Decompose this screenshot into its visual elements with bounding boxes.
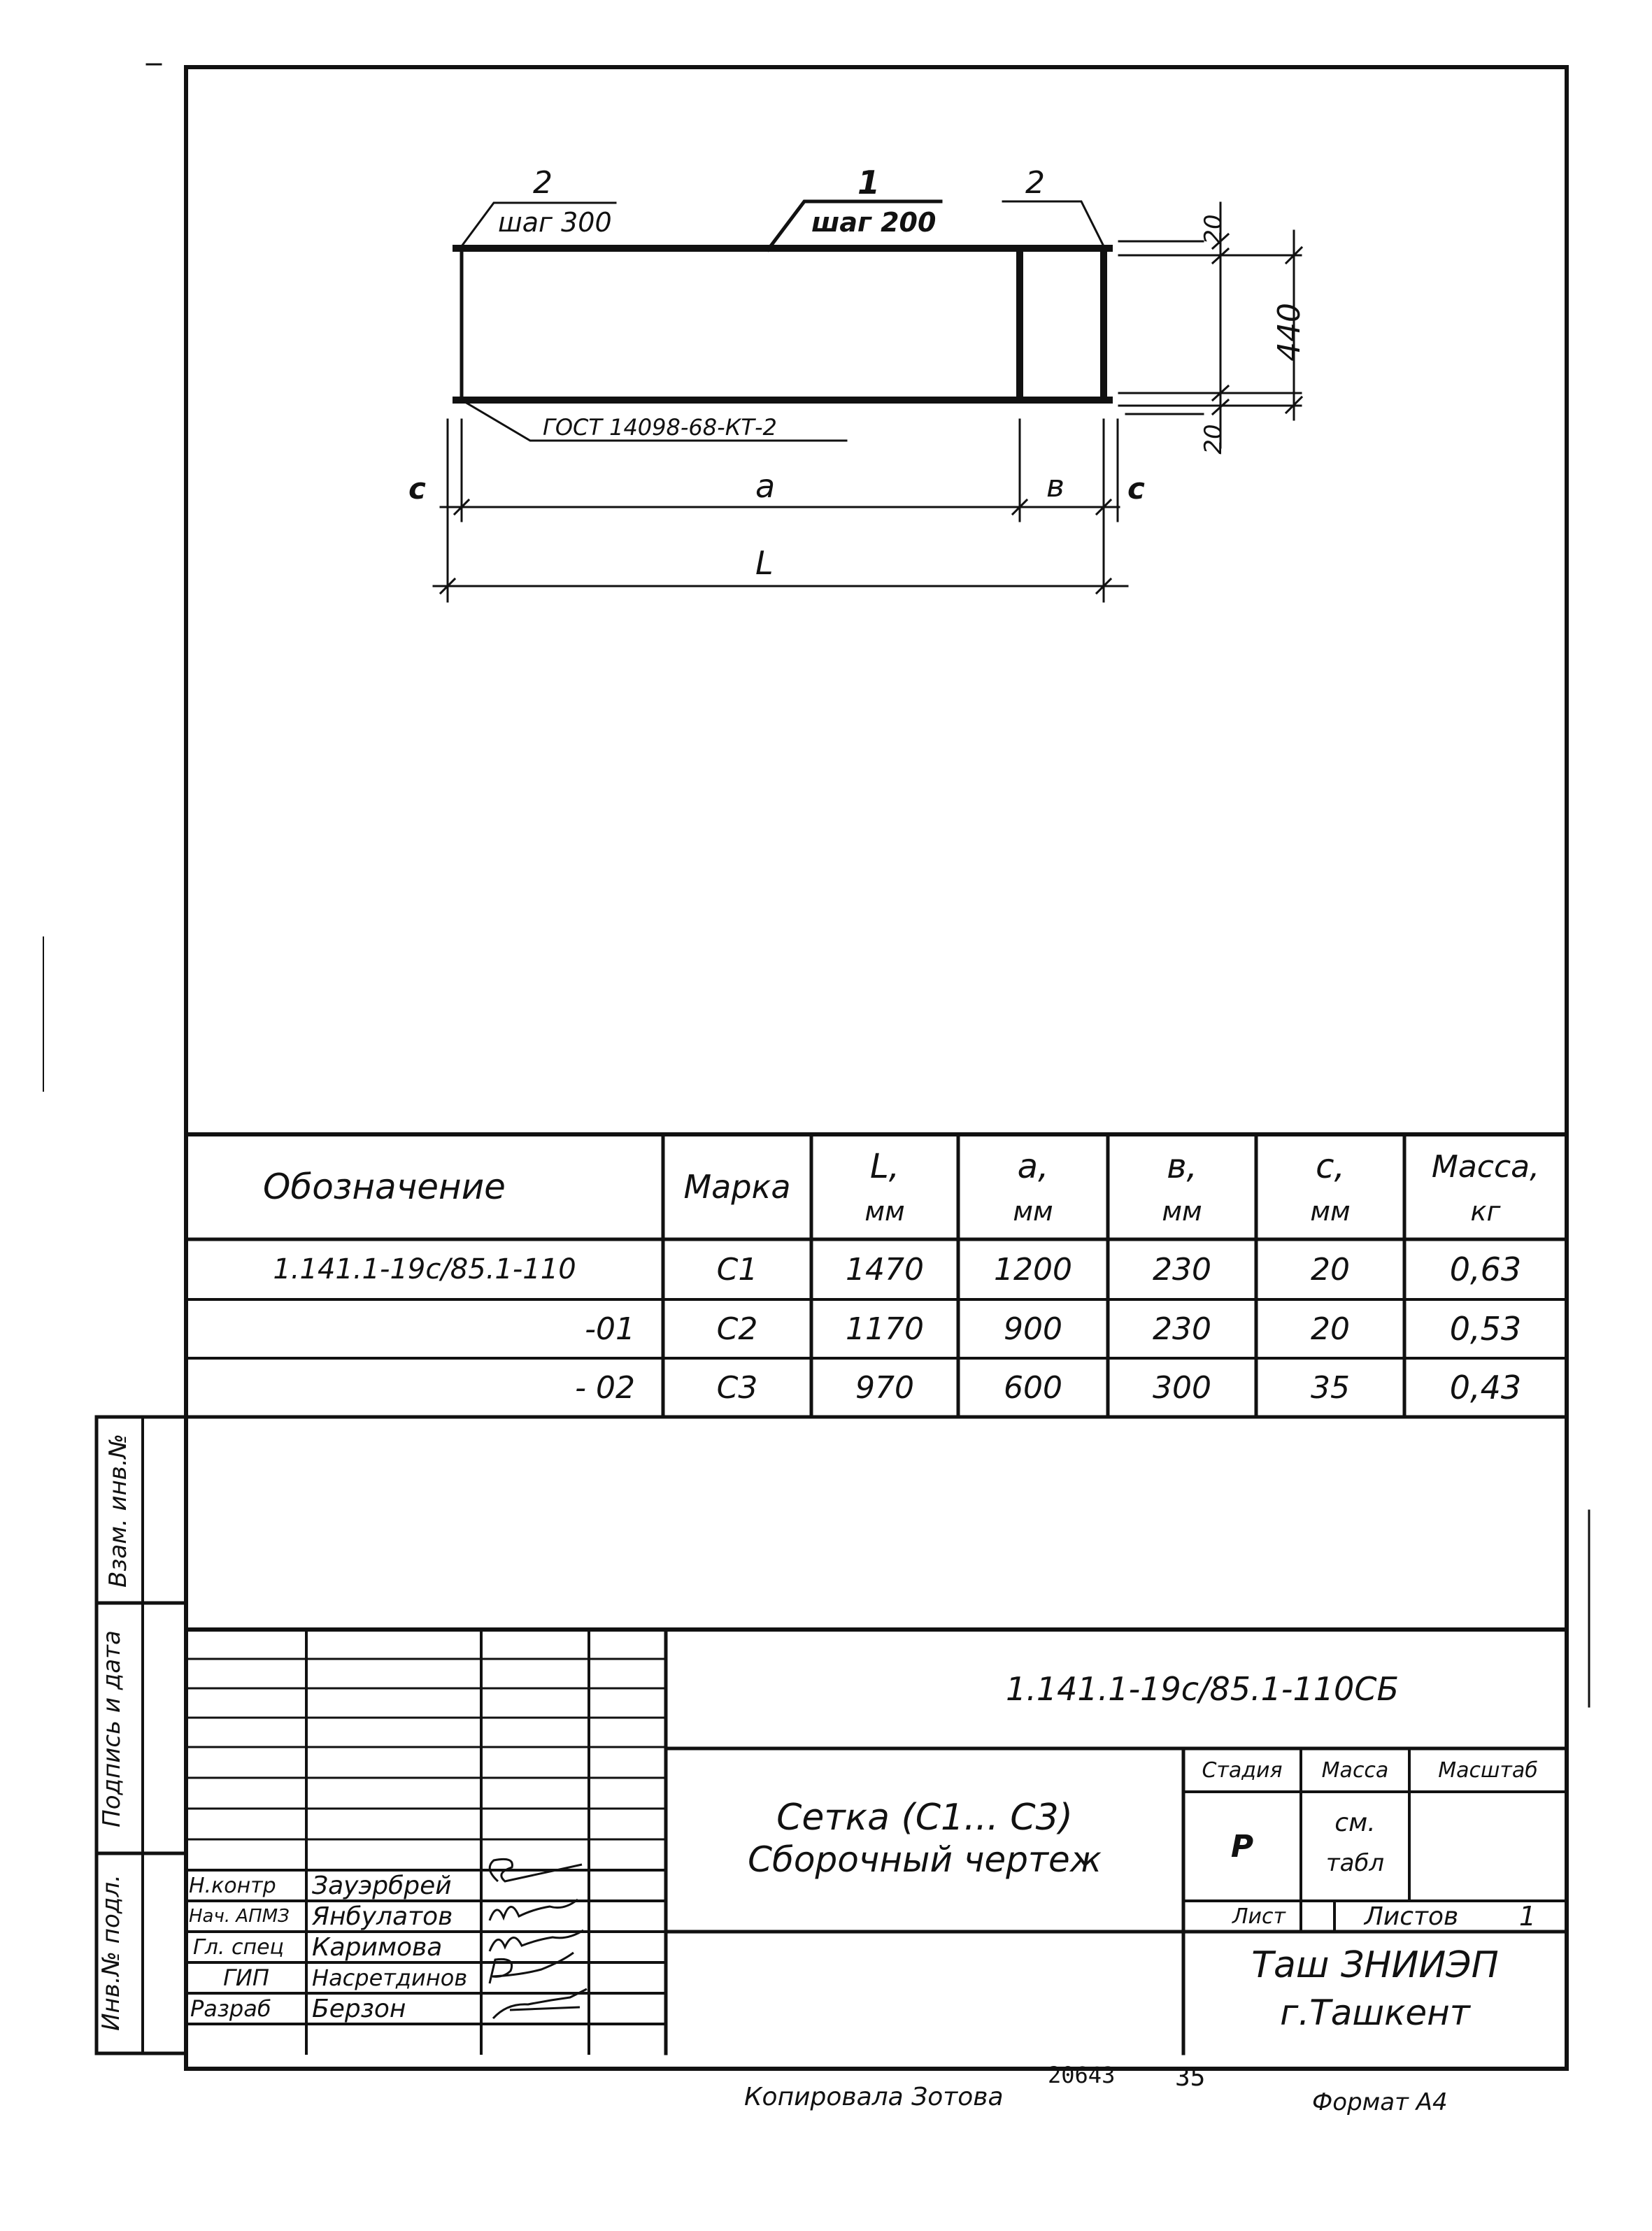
mass-value-2: табл <box>1325 1849 1385 1877</box>
position-label-2-left: 2 <box>533 165 553 201</box>
row-1-a: 1200 <box>994 1251 1072 1288</box>
position-label-1: 1 <box>857 164 881 201</box>
header-c-unit: мм <box>1310 1196 1351 1227</box>
dim-L: L <box>755 544 774 582</box>
header-a: a, <box>1017 1147 1049 1186</box>
header-L: L, <box>870 1147 899 1186</box>
row-2-L: 1170 <box>846 1311 924 1347</box>
side-inv-exchange: Взам. инв.№ <box>104 1433 132 1588</box>
step-label-mid: шаг 200 <box>811 207 937 238</box>
person-5-name: Берзон <box>312 1994 406 2023</box>
row-3-mass: 0,43 <box>1449 1369 1522 1406</box>
row-3-designation: - 02 <box>575 1369 635 1406</box>
dim-c-right: c <box>1127 471 1145 506</box>
doc-code: 1.141.1-19с/85.1-110СБ <box>1006 1670 1399 1708</box>
header-b-unit: мм <box>1162 1196 1202 1227</box>
stage-value: Р <box>1230 1828 1254 1865</box>
header-designation: Обозначение <box>263 1167 506 1207</box>
org-line-1: Таш ЗНИИЭП <box>1251 1944 1499 1986</box>
title-line-2: Сборочный чертеж <box>748 1839 1102 1880</box>
sheets-label: Листов <box>1364 1902 1459 1931</box>
row-2-b: 230 <box>1153 1311 1211 1347</box>
header-b: в, <box>1167 1147 1197 1186</box>
person-1-role: Н.контр <box>189 1873 276 1898</box>
format-label: Формат А4 <box>1312 2088 1448 2116</box>
position-label-2-right: 2 <box>1025 165 1045 201</box>
row-2-designation: -01 <box>585 1311 635 1347</box>
row-1-c: 20 <box>1311 1251 1350 1288</box>
row-1-b: 230 <box>1153 1251 1211 1288</box>
row-1-designation: 1.141.1-19с/85.1-110 <box>273 1253 576 1285</box>
header-mark: Марка <box>683 1168 791 1206</box>
step-label-left: шаг 300 <box>498 207 612 238</box>
header-a-unit: мм <box>1013 1196 1053 1227</box>
row-2-mark: С2 <box>716 1311 758 1347</box>
side-inv-orig: Инв.№ подл. <box>97 1874 125 2031</box>
dim-height-440: 440 <box>1272 303 1307 362</box>
row-3-c: 35 <box>1311 1369 1350 1406</box>
header-L-unit: мм <box>864 1196 905 1227</box>
sheets-value: 1 <box>1518 1901 1537 1932</box>
dim-c-left: c <box>408 471 426 506</box>
row-3-L: 970 <box>855 1369 914 1406</box>
person-4-name: Насретдинов <box>312 1965 468 1991</box>
dim-b: в <box>1046 469 1064 504</box>
archive-number: 20643 <box>1048 2062 1116 2088</box>
header-c: c, <box>1316 1147 1345 1186</box>
row-3-a: 600 <box>1004 1369 1062 1406</box>
side-sign-date: Подпись и дата <box>98 1630 126 1827</box>
mass-value-1: см. <box>1334 1808 1376 1837</box>
person-2-role: Нач. АПМЗ <box>189 1906 290 1927</box>
dim-bottom-20: 20 <box>1199 424 1227 455</box>
person-3-role: Гл. спец <box>193 1934 284 1960</box>
scale-label: Масштаб <box>1438 1758 1538 1783</box>
dim-top-20: 20 <box>1199 214 1227 245</box>
person-2-name: Янбулатов <box>312 1902 453 1931</box>
title-line-1: Сетка (С1... С3) <box>776 1797 1073 1839</box>
person-4-role: ГИП <box>223 1965 269 1991</box>
sheet-label: Лист <box>1232 1904 1286 1929</box>
mass-label: Масса <box>1321 1758 1389 1783</box>
copied-by: Копировала Зотова <box>744 2083 1004 2111</box>
row-2-a: 900 <box>1004 1311 1062 1347</box>
row-2-c: 20 <box>1311 1311 1350 1347</box>
archive-number-2: 35 <box>1175 2063 1206 2092</box>
gost-label: ГОСТ 14098-68-КТ-2 <box>543 414 777 441</box>
row-1-mass: 0,63 <box>1449 1250 1522 1288</box>
row-1-L: 1470 <box>846 1251 924 1288</box>
row-3-mark: С3 <box>716 1369 758 1406</box>
person-1-name: Зауэрбрей <box>312 1871 452 1900</box>
row-2-mass: 0,53 <box>1449 1310 1522 1348</box>
person-3-name: Каримова <box>312 1932 443 1962</box>
header-mass: Масса, <box>1431 1148 1540 1185</box>
row-3-b: 300 <box>1153 1369 1211 1406</box>
org-line-2: г.Ташкент <box>1280 1993 1470 2033</box>
header-mass-unit: кг <box>1470 1196 1501 1227</box>
row-1-mark: С1 <box>716 1251 758 1288</box>
dim-a: a <box>755 467 776 505</box>
person-5-role: Разраб <box>190 1995 271 2022</box>
stage-label: Стадия <box>1202 1758 1283 1783</box>
